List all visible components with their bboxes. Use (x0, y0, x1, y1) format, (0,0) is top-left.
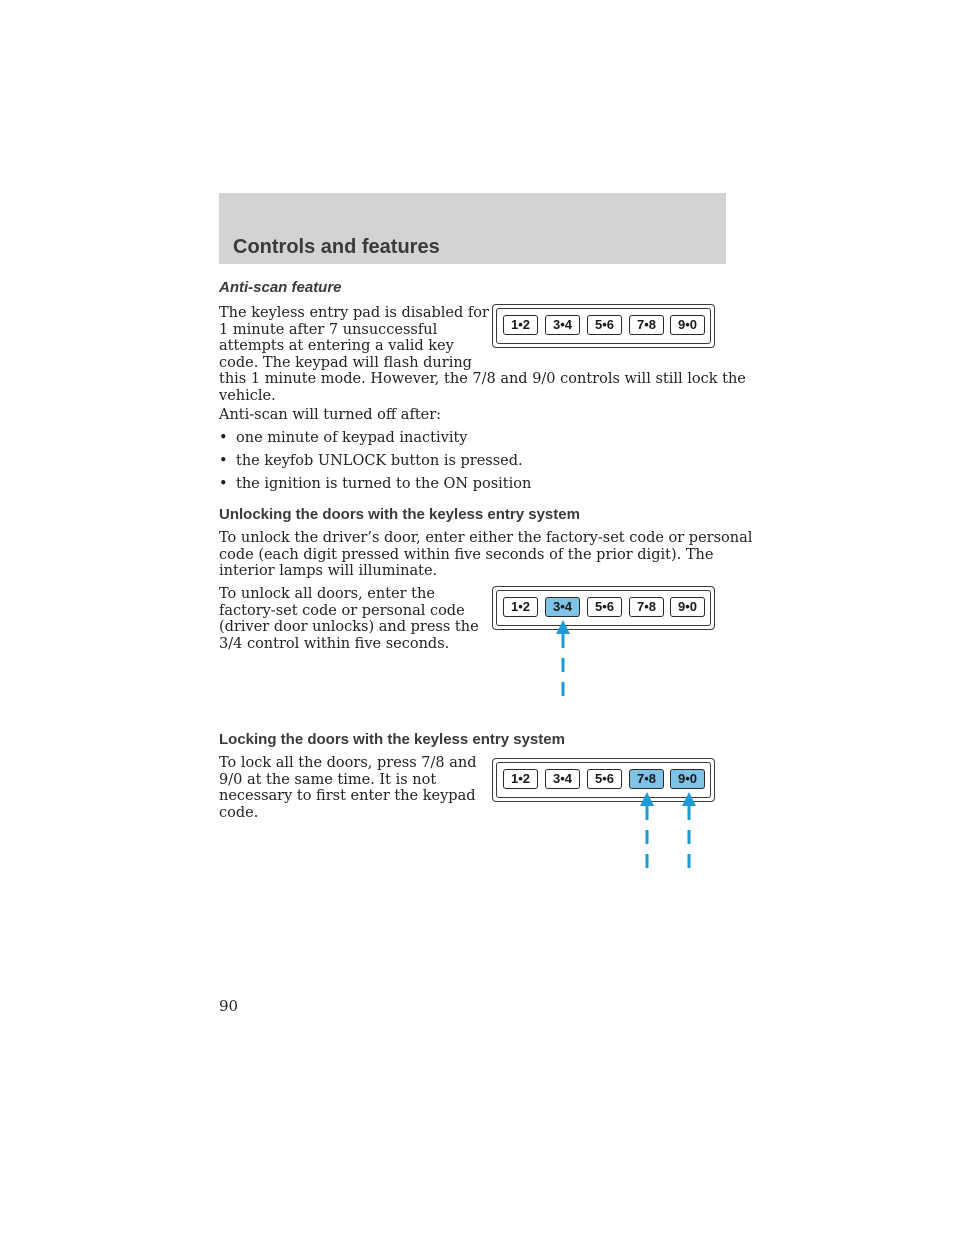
anti-scan-intro (219, 407, 441, 424)
key-7-8-highlighted: 7•8 (629, 769, 664, 789)
text-line: vehicle. (219, 387, 276, 404)
bullet-icon: • (219, 430, 228, 446)
bullet-icon: • (219, 453, 228, 469)
page-number: 90 (219, 997, 239, 1015)
arrow-lock-9-0 (682, 792, 696, 878)
keypad-diagram-unlock (492, 586, 715, 630)
text-line: The keyless entry pad is disabled for (219, 305, 489, 321)
key-1-2: 1•2 (503, 315, 538, 335)
text-line: attempts at entering a valid key (219, 338, 454, 354)
list-item (219, 453, 523, 469)
text-line: 1 minute after 7 unsuccessful (219, 321, 438, 338)
text-line: interior lamps will illuminate. (219, 563, 438, 579)
text-line: To unlock the driver’s door, enter either the factory-set code or personal (219, 530, 753, 546)
text-line: 3/4 control within five seconds. (219, 635, 450, 652)
key-3-4-highlighted: 3•4 (545, 597, 580, 617)
unlocking-heading: Unlocking the doors with the keyless entry system (219, 506, 580, 523)
text-line: To lock all the doors, press 7/8 and (219, 755, 477, 771)
keypad-diagram-lock (492, 758, 715, 802)
page-title: Controls and features (233, 236, 440, 258)
text-line: 9/0 at the same time. It is not (219, 771, 437, 788)
key-5-6: 5•6 (587, 769, 622, 789)
list-item (219, 476, 531, 492)
anti-scan-heading: Anti-scan feature (219, 279, 342, 296)
key-9-0: 9•0 (670, 315, 705, 335)
text-line: To unlock all doors, enter the (219, 586, 435, 602)
key-3-4: 3•4 (545, 769, 580, 789)
arrow-unlock-3-4 (556, 620, 570, 706)
text-line: Anti-scan will turned off after: (219, 407, 442, 423)
key-7-8: 7•8 (629, 315, 664, 335)
list-item-text: the keyfob UNLOCK button is pressed. (236, 453, 523, 469)
text-line: code. The keypad will flash during (219, 354, 472, 371)
key-9-0-highlighted: 9•0 (670, 769, 705, 789)
text-line: (driver door unlocks) and press the (219, 619, 479, 635)
key-7-8: 7•8 (629, 597, 664, 617)
key-1-2: 1•2 (503, 769, 538, 789)
key-5-6: 5•6 (587, 315, 622, 335)
locking-heading: Locking the doors with the keyless entry system (219, 731, 565, 748)
key-5-6: 5•6 (587, 597, 622, 617)
list-item (219, 430, 467, 446)
unlocking-paragraph-2 (219, 586, 479, 652)
unlocking-paragraph-1 (219, 530, 752, 580)
text-line: code. (219, 804, 259, 821)
text-line: this 1 minute mode. However, the 7/8 and 9/0 controls will still lock the (219, 371, 746, 387)
text-line: code (each digit pressed within five seconds of the prior digit). The (219, 546, 714, 563)
key-1-2: 1•2 (503, 597, 538, 617)
text-line: factory-set code or personal code (219, 602, 465, 619)
keypad-diagram-anti-scan (492, 304, 715, 348)
bullet-icon: • (219, 476, 228, 492)
key-3-4: 3•4 (545, 315, 580, 335)
text-line: necessary to first enter the keypad (219, 788, 476, 804)
locking-paragraph (219, 755, 476, 821)
list-item-text: one minute of keypad inactivity (236, 430, 468, 446)
key-9-0: 9•0 (670, 597, 705, 617)
arrow-lock-7-8 (640, 792, 654, 878)
list-item-text: the ignition is turned to the ON position (236, 476, 532, 492)
